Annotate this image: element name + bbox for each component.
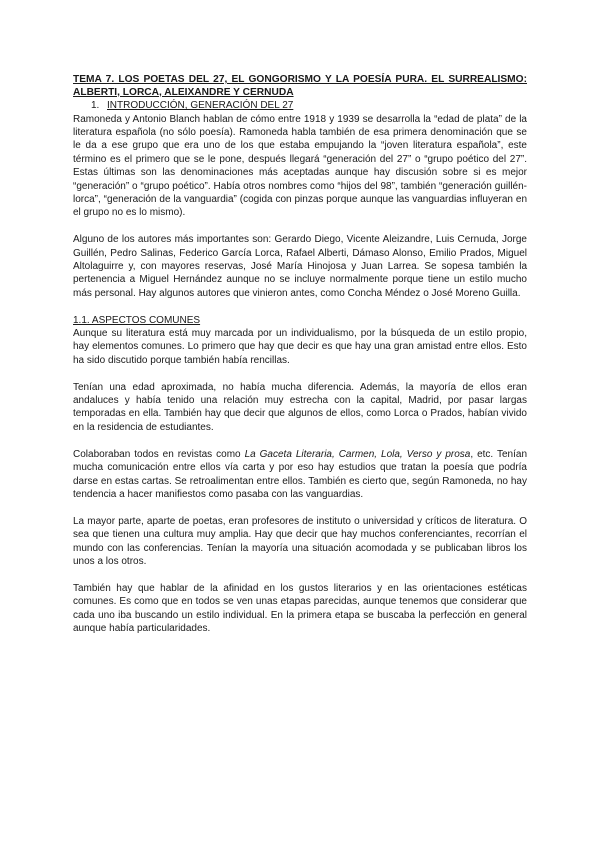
document-page (73, 74, 527, 635)
paragraph (73, 448, 527, 502)
document-title: TEMA 7. LOS POETAS DEL 27, EL GONGORISMO Y LA POESÍA PURA. EL SURREALISMO: ALBERTI, LORCA, ALEIXANDRE Y CERNUDA (73, 74, 527, 98)
paragraph-gap (73, 220, 527, 233)
paragraph-gap (73, 300, 527, 313)
paragraph: Alguno de los autores más importantes son: Gerardo Diego, Vicente Aleizandre, Luis Cernuda, Jorge Guillén, Pedro Salinas, Federico García Lorca, Rafael Alberti, Dámaso Alonso, Emilio Prados, Miguel Altolaguirre y, con mayores reservas, José María Hinojosa y Juan Larrea. Se sopesa también la pertenencia a Miguel Hernández aunque no se incluye normalmente porque tiene un estilo mucho más personal. Hay algunos autores que vinieron antes, como Concha Méndez o José Moreno Guilla. (73, 234, 527, 299)
magazine-titles: La Gaceta Literaria, Carmen, Lola, Verso y prosa (244, 448, 471, 460)
paragraph: Tenían una edad aproximada, no había mucha diferencia. Además, la mayoría de ellos eran andaluces y había tenido una relación muy estrecha con la capital, Madrid, por pasar largas temporadas en ella. También hay que decir que algunos de ellos, como Lorca o Prados, habían vivido en la residencia de estudiantes. (73, 381, 527, 433)
paragraph-gap (73, 501, 527, 514)
paragraph-gap (73, 434, 527, 447)
paragraph-text: Colaboraban todos en revistas como (73, 448, 245, 460)
section-number: 1. (91, 100, 100, 112)
section-heading-text: INTRODUCCIÓN, GENERACIÓN DEL 27 (107, 100, 294, 112)
paragraph-gap (73, 367, 527, 380)
paragraph-gap (73, 568, 527, 581)
section-heading-introduccion (73, 99, 527, 112)
paragraph: La mayor parte, aparte de poetas, eran profesores de instituto o universidad y críticos de literatura. O sea que tienen una cultura muy amplia. Hay que decir que hay muchos conferenciantes, recorrían el mundo con las conferencias. Tenían la mayoría una situación acomodada y se publicaban libros los unos a los otros. (73, 515, 527, 567)
paragraph: Ramoneda y Antonio Blanch hablan de cómo entre 1918 y 1939 se desarrolla la “edad de plata” de la literatura española (no sólo poesía). Ramoneda habla también de esa primera denominación que se le da a ese grupo que era uno de los que estaba empujando la “joven literatura española”, este término es el primero que se le pone, después llegará “generación del 27” o “grupo poético del 27”. Estas últimas son las denominaciones más aceptadas aunque hay discusión sobre si es mejor “generación” o “grupo poético”. Había otros nombres como “hijos del 98”, también “generación guillén-lorca”, “generación de la vanguardia” (cogida con pinzas porque aunque las vanguardias influyeran en el grupo no es lo mismo). (73, 113, 527, 219)
paragraph-text: , etc. Tenían mucha comunicación entre ellos vía carta y por eso hay estudios que tratan la poesía que podría darse en estas cartas. Se retroalimentan entre ellos. También es cierto que, según Ramoneda, no hay tendencia a hacer manifiestos como pasaba con las vanguardias. (73, 448, 528, 500)
section-heading-aspectos-comunes: 1.1. ASPECTOS COMUNES (73, 314, 201, 326)
paragraph: También hay que hablar de la afinidad en los gustos literarios y en las orientaciones estéticas comunes. Es como que en todos se ven unas etapas parecidas, aunque tenemos que considerar que cada uno iba buscando un estilo individual. En la primera etapa se buscaba la perfección en general aunque había particularidades. (73, 582, 527, 634)
paragraph: Aunque su literatura está muy marcada por un individualismo, por la búsqueda de un estilo propio, hay elementos comunes. Lo primero que hay que decir es que hay una gran amistad entre ellos. Esto ha sido discutido porque también había rencillas. (73, 328, 527, 366)
